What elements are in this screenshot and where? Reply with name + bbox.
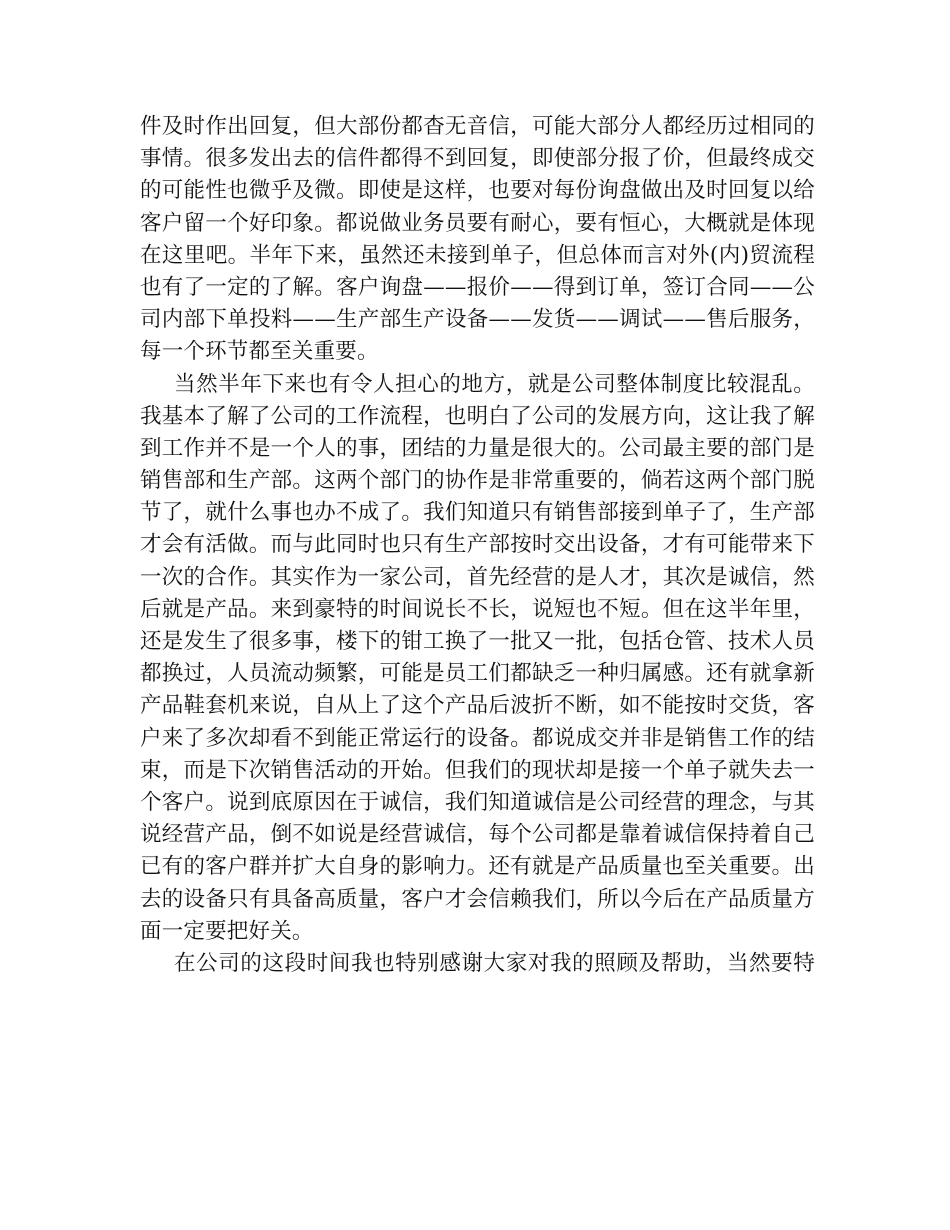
paragraph — [140, 111, 815, 369]
text-line: 还是发生了很多事，楼下的钳工换了一批又一批，包括仓管、技术人员 — [140, 629, 815, 654]
text-line: 客户留一个好印象。都说做业务员要有耐心，要有恒心，大概就是体现 — [140, 210, 815, 236]
paragraph — [140, 369, 815, 948]
text-line: 说经营产品，倒不如说是经营诚信，每个公司都是靠着诚信保持着自己 — [140, 822, 815, 848]
text-line: 到工作并不是一个人的事，团结的力量是很大的。公司最主要的部门是 — [140, 435, 815, 461]
text-line: 事情。很多发出去的信件都得不到回复，即使部分报了价，但最终成交 — [140, 146, 815, 172]
text-line: 一次的合作。其实作为一家公司，首先经营的是人才，其次是诚信，然 — [140, 564, 815, 590]
document-body — [140, 111, 815, 980]
text-line: 在这里吧。半年下来，虽然还未接到单子，但总体而言对外(内)贸流程 — [140, 242, 815, 268]
text-line: 个客户。说到底原因在于诚信，我们知道诚信是公司经营的理念，与其 — [140, 789, 815, 815]
text-line: 销售部和生产部。这两个部门的协作是非常重要的，倘若这两个部门脱 — [140, 468, 815, 494]
text-line: 面一定要把好关。 — [140, 918, 314, 944]
text-line: 户来了多次却看不到能正常运行的设备。都说成交并非是销售工作的结 — [140, 725, 815, 751]
text-line: 都换过，人员流动频繁，可能是员工们都缺乏一种归属感。还有就拿新 — [140, 661, 815, 687]
text-line: 每一个环节都至关重要。 — [140, 339, 379, 365]
text-line: 后就是产品。来到豪特的时间说长不长，说短也不短。但在这半年里， — [140, 596, 815, 622]
text-line: 件及时作出回复，但大部份都杳无音信，可能大部分人都经历过相同的 — [140, 114, 815, 139]
text-line: 我基本了解了公司的工作流程，也明白了公司的发展方向，这让我了解 — [140, 403, 815, 429]
text-line: 去的设备只有具备高质量，客户才会信赖我们，所以今后在产品质量方 — [140, 886, 815, 912]
text-line: 的可能性也微乎及微。即使是这样，也要对每份询盘做出及时回复以给 — [140, 178, 815, 204]
text-line: 当然半年下来也有令人担心的地方，就是公司整体制度比较混乱。 — [174, 371, 815, 397]
text-line: 才会有活做。而与此同时也只有生产部按时交出设备，才有可能带来下 — [140, 532, 815, 558]
paragraph — [140, 948, 815, 980]
text-line: 在公司的这段时间我也特别感谢大家对我的照顾及帮助，当然要特 — [174, 950, 815, 976]
text-line: 节了，就什么事也办不成了。我们知道只有销售部接到单子了，生产部 — [140, 500, 815, 526]
text-line: 已有的客户群并扩大自身的影响力。还有就是产品质量也至关重要。出 — [140, 854, 815, 880]
text-line: 司内部下单投料——生产部生产设备——发货——调试——售后服务， — [140, 307, 815, 333]
text-line: 也有了一定的了解。客户询盘——报价——得到订单，签订合同——公 — [140, 274, 815, 300]
text-line: 产品鞋套机来说，自从上了这个产品后波折不断，如不能按时交货，客 — [140, 693, 815, 719]
text-line: 束，而是下次销售活动的开始。但我们的现状却是接一个单子就失去一 — [140, 757, 815, 783]
